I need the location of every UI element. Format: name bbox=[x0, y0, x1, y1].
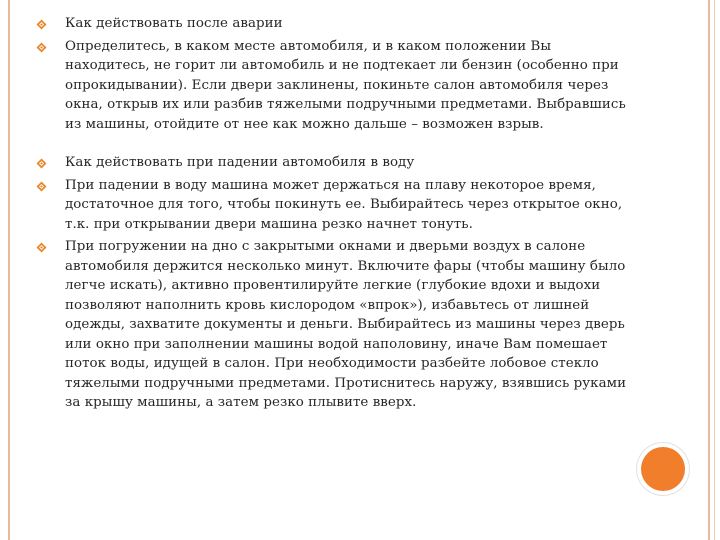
orange-diamond-bullet-icon bbox=[36, 19, 47, 30]
list-item bbox=[36, 176, 636, 235]
section-heading: Как действовать после аварии bbox=[65, 16, 283, 31]
paragraph-text: При погружении на дно с закрытыми окнами и дверьми воздух в салоне автомобиля держится несколько минут. Включите фары (чтобы машину было легче искать), активно провентилируйте легкие (глубокие вдохи и выдохи позволяют наполнить кровь кислородом «впрок»), избавьтесь от лишней одежды, захватите документы и деньги. Выбирайтесь из машины через дверь или окно при заполнении машины водой наполовину, иначе Вам помешает поток воды, идущей в салон. При необходимости разбейте лобовое стекло тяжелыми подручными предметами. Протиснитесь наружу, взявшись руками за крышу машины, а затем резко плывите вверх. bbox=[65, 239, 627, 410]
list-item bbox=[36, 237, 636, 413]
list-item bbox=[36, 14, 636, 34]
list-item bbox=[36, 153, 636, 173]
section-heading: Как действовать при падении автомобиля в воду bbox=[65, 155, 415, 170]
orange-circle-decoration bbox=[641, 447, 685, 491]
paragraph-text: Определитесь, в каком месте автомобиля, и в каком положении Вы находитесь, не горит ли автомобиль и не подтекает ли бензин (особенно при опрокидывании). Если двери заклинены, покиньте салон автомобиля через окна, открыв их или разбив тяжелыми подручными предметами. Выбравшись из машины, отойдите от нее как можно дальше – возможен взрыв. bbox=[65, 38, 626, 132]
orange-diamond-bullet-icon bbox=[36, 181, 47, 192]
right-border-line-outer bbox=[714, 0, 715, 540]
right-border-line bbox=[708, 0, 710, 540]
orange-diamond-bullet-icon bbox=[36, 158, 47, 169]
orange-diamond-bullet-icon bbox=[36, 242, 47, 253]
bullet-list bbox=[36, 14, 636, 413]
list-item bbox=[36, 37, 636, 135]
paragraph-text: При падении в воду машина может держаться на плаву некоторое время, достаточное для того, чтобы покинуть ее. Выбирайтесь через открытое окно, т.к. при открывании двери машина резко начнет тонуть. bbox=[65, 177, 623, 232]
orange-diamond-bullet-icon bbox=[36, 42, 47, 53]
left-border-line bbox=[8, 0, 10, 540]
